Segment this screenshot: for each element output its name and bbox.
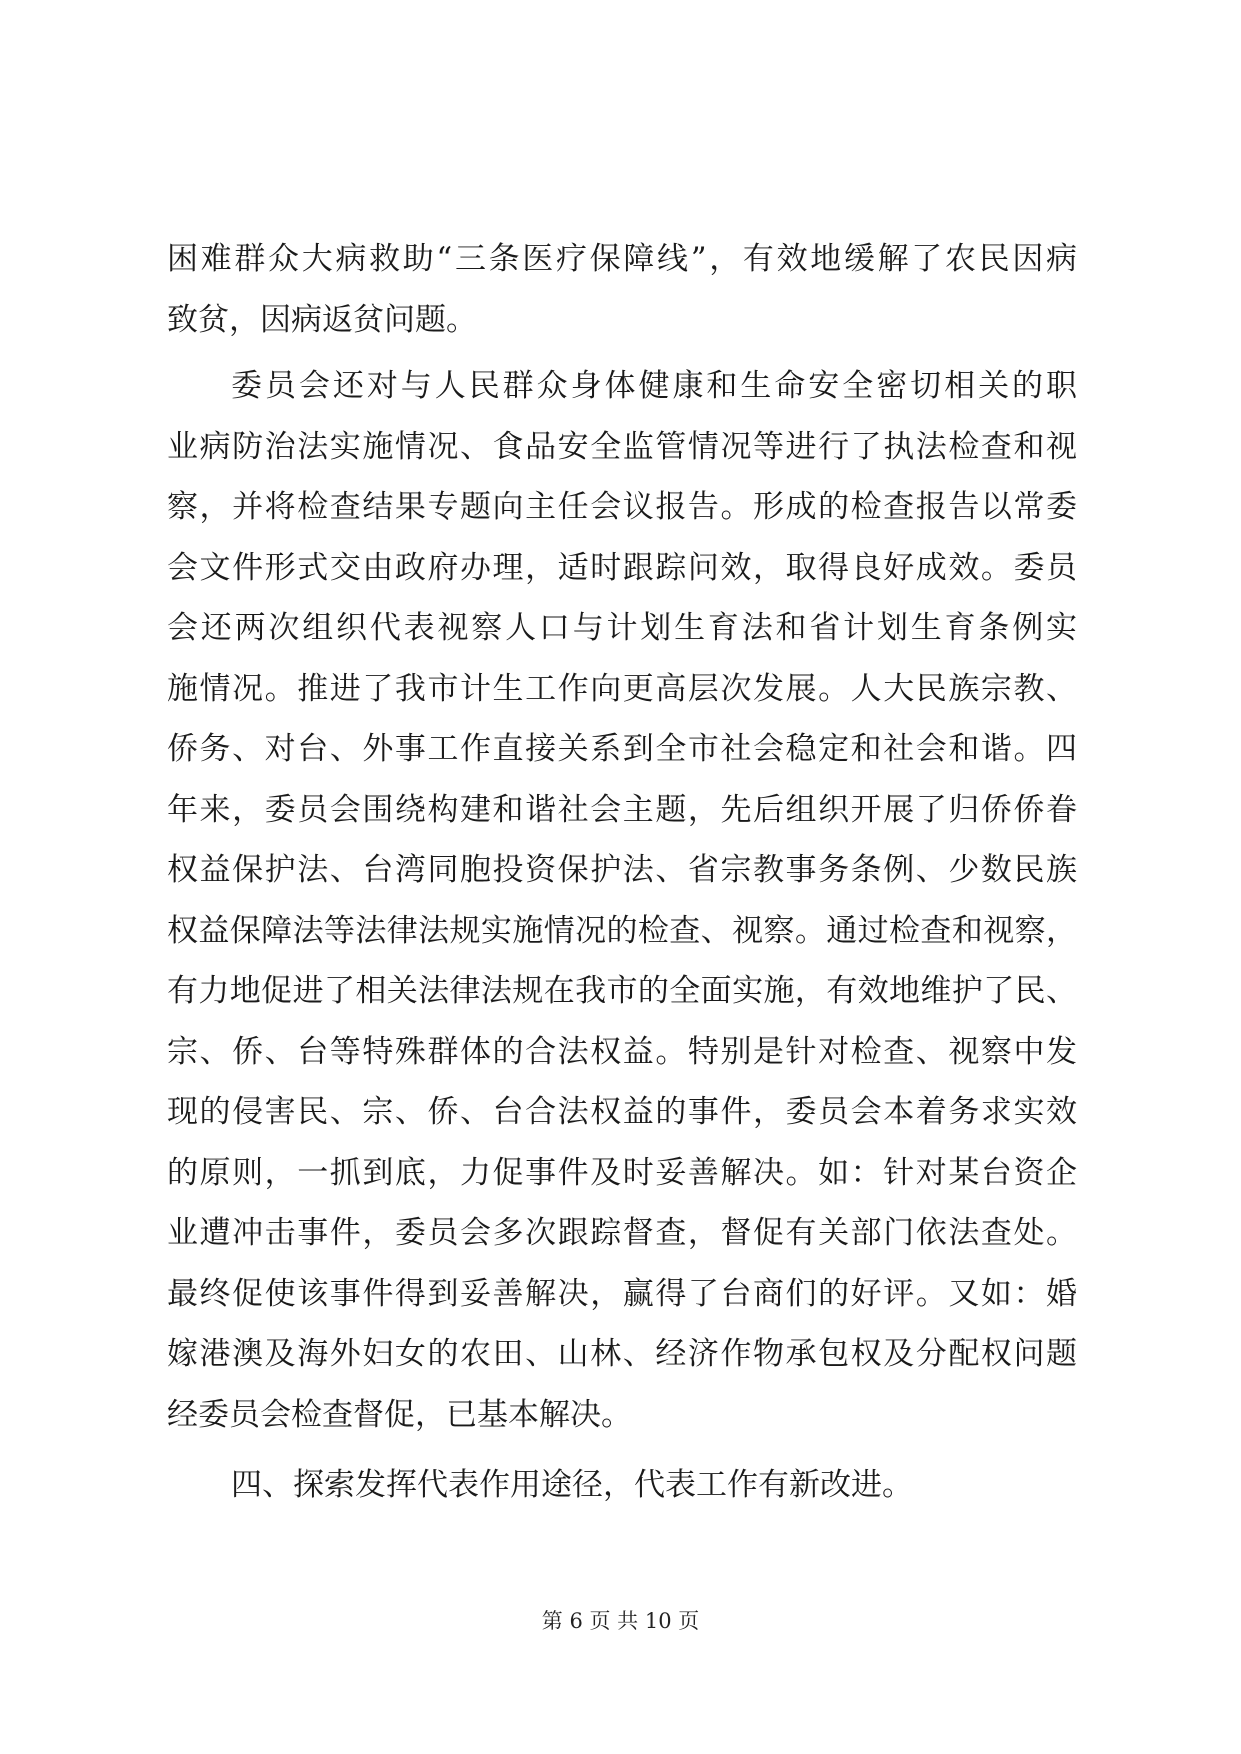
text-line: 业病防治法实施情况、食品安全监管情况等进行了执法检查和视 bbox=[167, 428, 1077, 465]
page-number-footer: 第 6 页 共 10 页 bbox=[541, 1609, 700, 1633]
text-line: 权益保障法等法律法规实施情况的检查、视察。通过检查和视察， bbox=[167, 912, 1077, 949]
section-heading: 四、探索发挥代表作用途径，代表工作有新改进。 bbox=[231, 1467, 913, 1503]
body-text bbox=[167, 229, 1077, 1516]
text-line: 有力地促进了相关法律法规在我市的全面实施，有效地维护了民、 bbox=[167, 973, 1077, 1009]
text-line: 施情况。推进了我市计生工作向更高层次发展。人大民族宗教、 bbox=[167, 670, 1077, 707]
text-line: 察，并将检查结果专题向主任会议报告。形成的检查报告以常委 bbox=[167, 489, 1077, 525]
text-line: 致贫，因病返贫问题。 bbox=[167, 301, 477, 338]
text-line: 经委员会检查督促，已基本解决。 bbox=[167, 1396, 632, 1433]
text-line: 委员会还对与人民群众身体健康和生命安全密切相关的职 bbox=[231, 368, 1077, 404]
text-line: 嫁港澳及海外妇女的农田、山林、经济作物承包权及分配权问题 bbox=[167, 1336, 1077, 1372]
text-line: 会文件形式交由政府办理，适时跟踪问效，取得良好成效。委员 bbox=[167, 549, 1077, 586]
text-line: 业遭冲击事件，委员会多次跟踪督查，督促有关部门依法查处。 bbox=[167, 1215, 1077, 1251]
text-line: 的原则，一抓到底，力促事件及时妥善解决。如：针对某台资企 bbox=[167, 1154, 1077, 1191]
text-line: 侨务、对台、外事工作直接关系到全市社会稳定和社会和谐。四 bbox=[167, 731, 1077, 767]
text-line: 困难群众大病救助“三条医疗保障线”，有效地缓解了农民因病 bbox=[167, 241, 1077, 277]
text-line: 最终促使该事件得到妥善解决，赢得了台商们的好评。又如：婚 bbox=[167, 1275, 1077, 1312]
text-line: 年来，委员会围绕构建和谐社会主题，先后组织开展了归侨侨眷 bbox=[167, 791, 1077, 828]
text-line: 权益保护法、台湾同胞投资保护法、省宗教事务条例、少数民族 bbox=[167, 852, 1077, 888]
text-line: 现的侵害民、宗、侨、台合法权益的事件，委员会本着务求实效 bbox=[167, 1094, 1077, 1130]
text-line: 宗、侨、台等特殊群体的合法权益。特别是针对检查、视察中发 bbox=[167, 1033, 1077, 1070]
text-line: 会还两次组织代表视察人口与计划生育法和省计划生育条例实 bbox=[167, 610, 1077, 646]
